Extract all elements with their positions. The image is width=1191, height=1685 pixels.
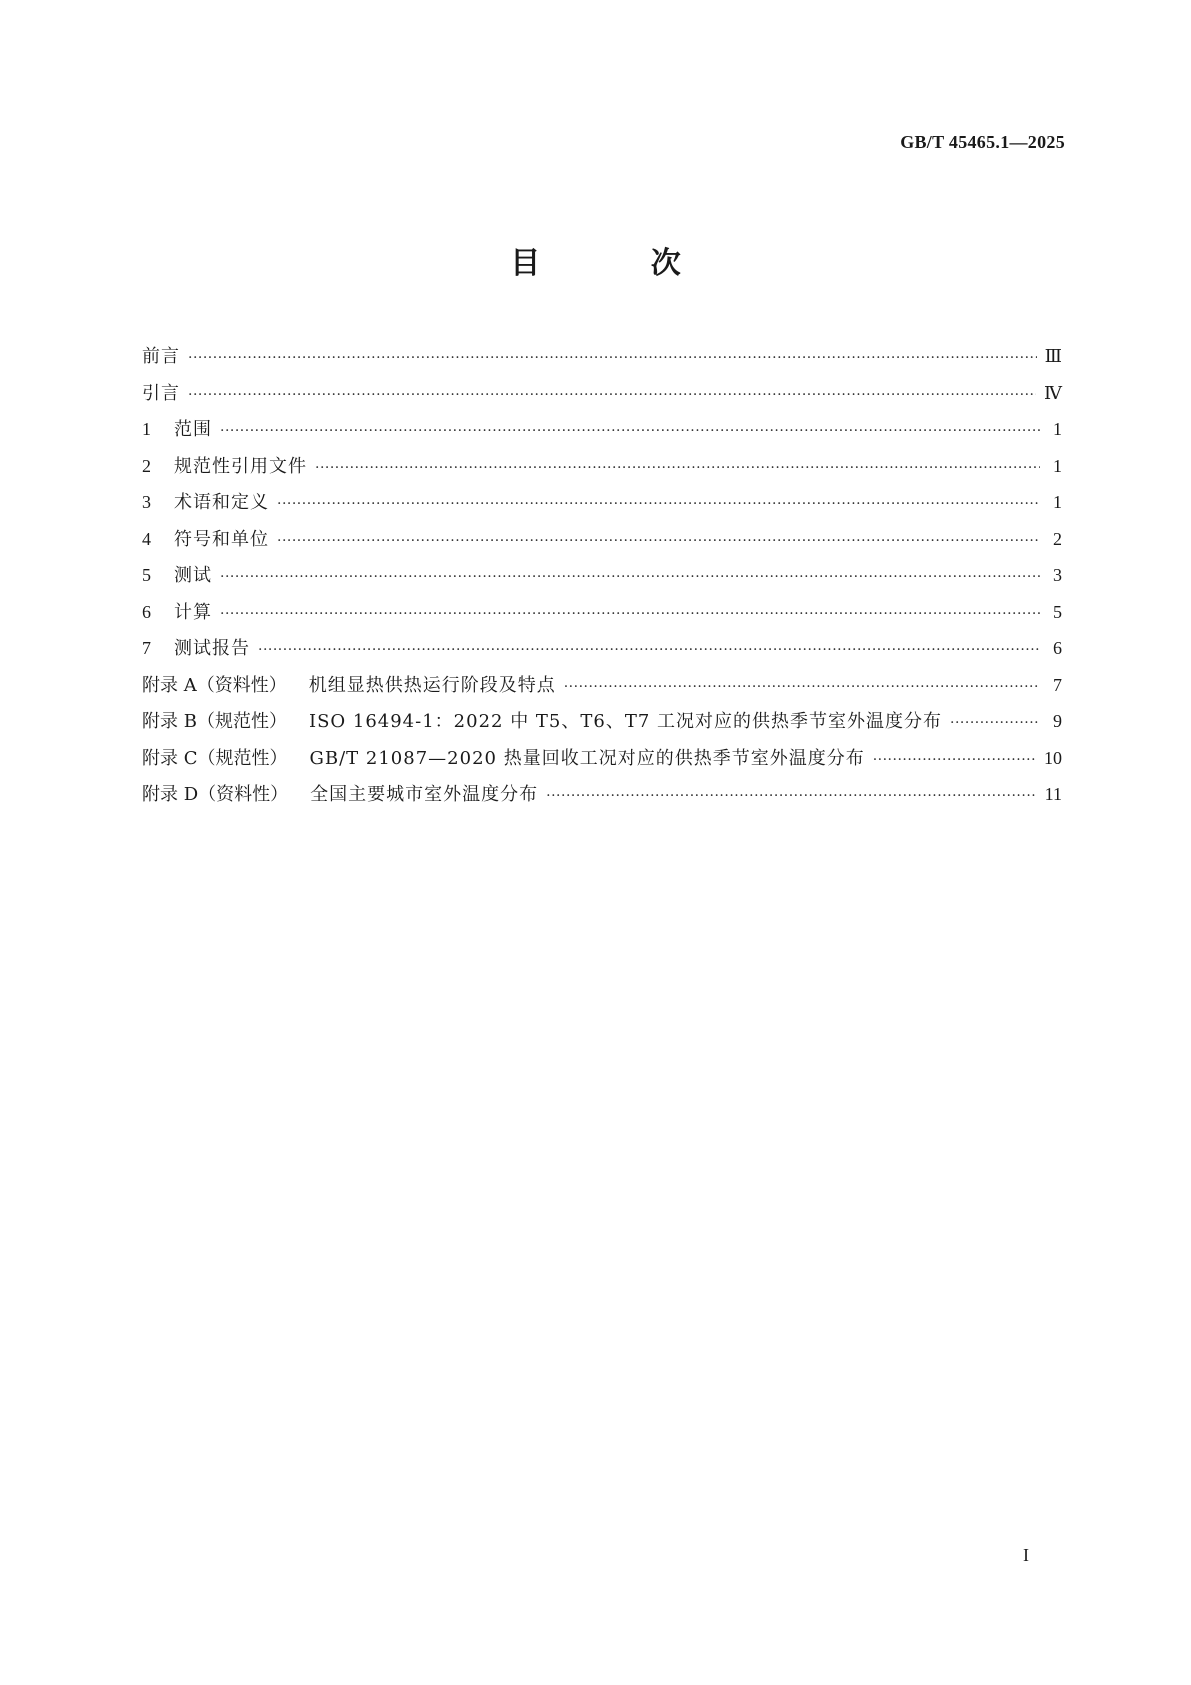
toc-item-label: ISO 16494-1：2022 中 T5、T6、T7 工况对应的供热季节室外温度分布 [308, 711, 943, 732]
toc-item-page: 10 [1044, 747, 1062, 768]
toc-item-annex-d[interactable] [142, 776, 1062, 813]
toc-item-label: 计算 [174, 601, 212, 623]
toc-item-page: Ⅳ [1044, 382, 1062, 403]
toc-item-page: 1 [1053, 492, 1062, 512]
toc-item-page: 9 [1053, 711, 1062, 731]
annex-prefix: 附录 B（规范性） [142, 711, 287, 732]
toc-item-number: 1 [142, 419, 151, 439]
leader-dots [873, 741, 1036, 779]
toc-item-label: 机组显热供热运行阶段及特点 [308, 674, 556, 696]
leader-dots [188, 339, 1037, 377]
annex-prefix: 附录 A（资料性） [142, 674, 287, 696]
leader-dots [258, 631, 1040, 669]
leader-dots [220, 595, 1040, 633]
page-number: I [1023, 1545, 1029, 1565]
toc-item-page: 2 [1053, 528, 1062, 549]
toc-item-calculation[interactable] [142, 594, 1062, 631]
toc-item-number: 5 [142, 565, 151, 585]
toc-item-page: 5 [1053, 601, 1062, 622]
toc-item-label: 范围 [174, 419, 212, 440]
annex-prefix: 附录 D（资料性） [142, 784, 289, 805]
toc-item-test-report[interactable] [142, 630, 1062, 667]
page-title: 目 次 [510, 246, 731, 281]
toc-item-number: 4 [142, 528, 151, 549]
toc-item-page: 1 [1053, 419, 1062, 439]
toc-item-page: 6 [1053, 638, 1062, 658]
toc-item-number: 3 [142, 492, 151, 512]
leader-dots [277, 522, 1040, 560]
toc-item-introduction[interactable] [142, 375, 1062, 412]
leader-dots [277, 485, 1040, 523]
toc-item-normative-references[interactable] [142, 448, 1062, 485]
toc-item-scope[interactable] [142, 411, 1062, 448]
toc-item-label: 测试 [174, 565, 212, 586]
toc-item-page: Ⅲ [1044, 346, 1062, 366]
table-of-contents [142, 338, 1062, 813]
toc-item-label: 术语和定义 [174, 492, 269, 513]
toc-item-foreword[interactable] [142, 338, 1062, 375]
leader-dots [546, 777, 1037, 815]
toc-item-label: 全国主要城市室外温度分布 [310, 784, 539, 805]
toc-item-number: 7 [142, 638, 151, 658]
toc-item-label: 符号和单位 [174, 528, 269, 550]
toc-item-page: 11 [1044, 784, 1062, 804]
leader-dots [220, 412, 1040, 450]
toc-item-symbols[interactable] [142, 521, 1062, 558]
leader-dots [188, 376, 1036, 414]
toc-item-page: 1 [1053, 455, 1062, 476]
toc-item-label: GB/T 21087—2020 热量回收工况对应的供热季节室外温度分布 [309, 747, 865, 769]
standard-code: GB/T 45465.1—2025 [900, 132, 1065, 152]
leader-dots [315, 449, 1040, 487]
toc-item-page: 7 [1053, 674, 1062, 695]
annex-prefix: 附录 C（规范性） [142, 747, 288, 769]
toc-item-terms[interactable] [142, 484, 1062, 521]
toc-item-label: 引言 [142, 382, 180, 404]
toc-item-test[interactable] [142, 557, 1062, 594]
toc-item-page: 3 [1053, 565, 1062, 585]
toc-item-number: 2 [142, 455, 151, 476]
leader-dots [220, 558, 1040, 596]
toc-item-label: 测试报告 [174, 638, 250, 659]
leader-dots [950, 704, 1040, 742]
toc-item-label: 前言 [142, 346, 180, 367]
toc-item-label: 规范性引用文件 [174, 455, 307, 477]
toc-item-annex-c[interactable] [142, 740, 1062, 777]
toc-item-annex-a[interactable] [142, 667, 1062, 704]
leader-dots [564, 668, 1040, 706]
toc-item-annex-b[interactable] [142, 703, 1062, 740]
toc-item-number: 6 [142, 601, 151, 622]
